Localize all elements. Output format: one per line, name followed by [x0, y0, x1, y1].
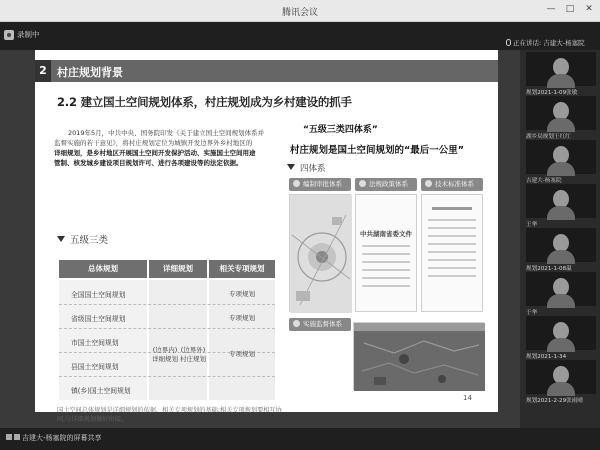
window-title: 腾讯会议: [281, 8, 318, 18]
active-speaker: [506, 38, 585, 47]
planning-table: [59, 260, 275, 400]
table-row-label: 县国土空间规划: [71, 363, 119, 371]
system-tab-standards: [421, 178, 483, 191]
avatar-body: [547, 118, 575, 132]
table-divider: [59, 328, 275, 329]
document-line: [428, 251, 476, 253]
system-tab-label: 编制审批体系: [303, 180, 342, 188]
recording-label: 录制中: [17, 30, 40, 39]
technical-standard-image: [421, 194, 483, 312]
table-special-cell: 专项规划: [229, 314, 255, 322]
participant-name: 湖乡局规划王红红: [526, 134, 571, 140]
provincial-document-image: [355, 194, 417, 312]
window-controls: [546, 4, 594, 14]
avatar-body: [547, 250, 575, 264]
participant-video: [526, 184, 596, 218]
close-icon[interactable]: ✕: [585, 4, 593, 14]
document-line: [428, 235, 476, 237]
intro-line: 详细规划，是乡村地区开展国土空间开发保护活动、实施国土空间用途: [54, 149, 256, 157]
avatar-body: [547, 74, 575, 88]
last-mile-title: 村庄规划是国土空间规划的“最后一公里”: [290, 145, 464, 156]
four-systems-label: 四体系: [300, 164, 326, 174]
page-number: 14: [463, 394, 472, 402]
recording-indicator[interactable]: [4, 29, 40, 40]
table-divider: [59, 376, 275, 377]
participant-video: [526, 228, 596, 262]
microphone-icon: [6, 434, 12, 440]
system-tab-monitoring: [289, 318, 351, 331]
triangle-bullet-icon: [287, 164, 295, 170]
participant-name: 规划2021-1-09张敏: [526, 90, 578, 96]
four-systems-heading: [287, 162, 326, 174]
minimize-icon[interactable]: —: [546, 4, 556, 14]
participant-name: 王华: [526, 222, 538, 228]
circle-bullet-icon: [293, 320, 300, 327]
five-levels-four-systems-title: “五级三类四体系”: [303, 125, 378, 135]
triangle-bullet-icon: [57, 236, 65, 242]
document-title: 中共湖南省委文件: [360, 230, 412, 238]
document-line: [362, 245, 410, 247]
participant-name: 于华: [526, 310, 538, 316]
shared-slide: [35, 50, 498, 423]
screen-share-label: 吉建大-杨塞院的屏幕共享: [22, 434, 102, 442]
section-title: 村庄规划背景: [57, 66, 123, 79]
avatar-body: [547, 382, 575, 396]
participant-video: [526, 360, 596, 394]
intro-line: 2019年5月，中共中央、国务院印发《关于建立国土空间规划体系并: [68, 129, 265, 137]
system-tab-regulation: [355, 178, 417, 191]
document-line: [428, 243, 476, 245]
table-detail-cell: (边界内)详细规划: [152, 346, 178, 363]
document-line: [362, 277, 410, 279]
system-tab-label: 法规政策体系: [369, 180, 408, 188]
participant-tile[interactable]: [526, 52, 596, 96]
participant-name: 规划2021-2-29张雨晴: [526, 398, 583, 404]
participant-video: [526, 272, 596, 306]
table-special-cell: 专项规划: [229, 350, 255, 358]
avatar-body: [547, 294, 575, 308]
participant-video: [526, 96, 596, 130]
bottom-note: 国土空间总体规划是详细规划的依据、相关专项规划的基础;相关专项规划要相互协同,与详细规划做好衔接。: [57, 407, 282, 423]
table-row-label: 全国国土空间规划: [71, 291, 126, 299]
participant-tile[interactable]: [526, 96, 596, 140]
five-levels-label: 五级三类: [70, 235, 109, 246]
speaker-label: 正在讲话: 吉建大-杨塞院: [513, 39, 585, 47]
participant-tile[interactable]: [526, 272, 596, 316]
camera-icon: [14, 434, 20, 440]
participant-tile[interactable]: [526, 184, 596, 228]
document-line: [428, 259, 476, 261]
document-line: [428, 267, 476, 269]
meeting-toolbar: [0, 22, 600, 50]
map-graphic: [290, 195, 352, 313]
system-tab-label: 实施监督体系: [303, 320, 342, 328]
document-line: [432, 207, 472, 210]
document-line: [362, 269, 410, 271]
participant-tile[interactable]: [526, 316, 596, 360]
participant-name: 吉建大-杨塞院: [526, 178, 562, 184]
table-header-overall: 总体规划: [59, 260, 147, 278]
participant-video: [526, 316, 596, 350]
screen-share-indicator[interactable]: [6, 433, 102, 443]
document-line: [428, 219, 476, 221]
circle-bullet-icon: [359, 180, 366, 187]
intro-line: 监督实施的若干意见》，将村庄规划定位为城镇开发边界外乡村地区的: [54, 139, 253, 147]
section-bar: [35, 60, 498, 82]
record-icon: [4, 30, 14, 40]
avatar-body: [547, 338, 575, 352]
satellite-graphic: [354, 323, 485, 391]
participant-tile[interactable]: [526, 228, 596, 272]
table-column-special: [209, 280, 275, 400]
window-title-bar: [0, 0, 600, 22]
circle-bullet-icon: [425, 180, 432, 187]
participant-video: [526, 52, 596, 86]
section-number: 2: [35, 60, 51, 82]
maximize-icon[interactable]: □: [565, 4, 575, 14]
document-line: [362, 253, 410, 255]
table-row-label: 省级国土空间规划: [71, 315, 126, 323]
meeting-bottom-bar: [0, 428, 600, 450]
table-header-detail: 详细规划: [149, 260, 207, 278]
table-header-special: 相关专项规划: [209, 260, 275, 278]
avatar-body: [547, 162, 575, 176]
table-divider: [59, 304, 275, 305]
circle-bullet-icon: [293, 180, 300, 187]
table-row-label: 镇(乡)国土空间规划: [71, 387, 131, 395]
document-line: [362, 261, 410, 263]
document-line: [428, 275, 476, 277]
intro-line: 管制、核发城乡建设项目规划许可、进行各项建设等的法定依据。: [54, 159, 243, 167]
system-tab-approval: [289, 178, 351, 191]
participant-name: 规划2021-1-34: [526, 354, 567, 360]
table-special-cell: 专项规划: [229, 290, 255, 298]
table-column-detail: [149, 280, 207, 400]
slide-heading: 2.2 建立国土空间规划体系，村庄规划成为乡村建设的抓手: [57, 95, 352, 109]
avatar-body: [547, 206, 575, 220]
system-tab-label: 技术标准体系: [435, 180, 474, 188]
table-detail-cell: (边界外)村庄规划: [180, 346, 206, 363]
participant-tile[interactable]: [526, 360, 596, 404]
intro-paragraph: [54, 128, 284, 168]
document-line: [428, 227, 476, 229]
participant-name: 规划2021-1-08温: [526, 266, 572, 272]
participant-tile[interactable]: [526, 140, 596, 184]
table-row-label: 市国土空间规划: [71, 339, 119, 347]
microphone-icon: [506, 39, 511, 46]
participant-video: [526, 140, 596, 174]
five-levels-heading: [57, 232, 108, 246]
participant-panel: [520, 50, 600, 428]
satellite-image: [353, 322, 484, 390]
planning-map-image: [289, 194, 351, 312]
document-line: [362, 285, 410, 287]
